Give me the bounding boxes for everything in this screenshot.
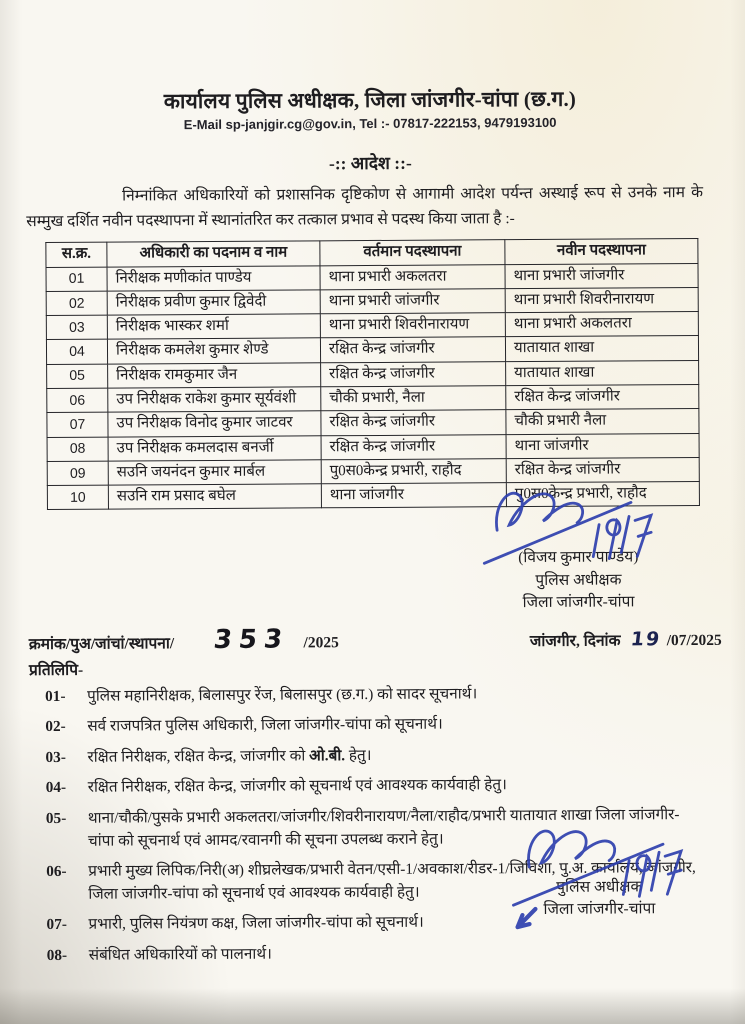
cell-name: उप निरीक्षक राकेश कुमार सूर्यवंशी xyxy=(108,387,321,413)
cell-name: निरीक्षक भास्कर शर्मा xyxy=(107,314,320,340)
copy-item-text-pre: संबंधित अधिकारियों को पालनार्थ। xyxy=(88,945,272,964)
cell-sno: 02 xyxy=(46,291,107,316)
handwritten-day: 19 xyxy=(629,628,663,651)
copy-item-text xyxy=(88,804,699,854)
cell-name: निरीक्षक मणीकांत पाण्डेय xyxy=(107,265,320,291)
copy-item-text xyxy=(89,941,700,968)
copy-item-text-pre: रक्षित निरीक्षक, रक्षित केन्द्र, जांजगीर को xyxy=(87,747,310,766)
copy-item xyxy=(45,682,698,709)
copy-item-number: 02- xyxy=(45,718,66,736)
copy-item xyxy=(47,941,700,968)
cell-new: रक्षित केन्द्र जांजगीर xyxy=(506,385,699,410)
cell-new: यातायात शाखा xyxy=(506,360,699,385)
copy-item-text xyxy=(87,712,698,739)
order-intro-paragraph: निम्नांकित अधिकारियों को प्रशासनिक दृष्टिकोण से आगामी आदेश पर्यन्त अस्थाई रूप से उनके नाम के सम्मुख दर्शित नवीन पदस्थापना में स्थानांतरित कर तत्काल प्रभाव से पदस्थ किया जाता है :- xyxy=(26,183,704,231)
copy-item xyxy=(45,712,698,739)
signatory-district: जिला जांजगीर-चांपा xyxy=(543,900,656,919)
date-rest: /07/2025 xyxy=(666,631,722,650)
copy-item-text xyxy=(87,743,698,770)
letterhead xyxy=(0,84,743,134)
col-header-new: नवीन पदस्थापना xyxy=(505,239,698,264)
signatory-district: जिला जांजगीर-चांपा xyxy=(522,593,635,612)
copy-item-text-pre: थाना/चौकी/पुसके प्रभारी अकलतरा/जांजगीर/शिवरीनारायण/नैला/राहौद/प्रभारी यातायात शाखा जिला जांजगीर-चांपा को सूचनार्थ एवं आमद/रवानगी की सूचना उपलब्ध कराने हेतु। xyxy=(87,805,680,850)
copy-item-number: 01- xyxy=(45,687,66,705)
cell-new: यातायात शाखा xyxy=(505,336,698,361)
copy-item-number: 05- xyxy=(45,809,67,827)
copy-item-number: 08- xyxy=(46,946,68,964)
copy-item xyxy=(46,773,699,800)
copy-item-text-pre: प्रभारी, पुलिस नियंत्रण कक्ष, जिला जांजगीर-चांपा को सूचनार्थ। xyxy=(88,914,424,934)
cell-sno: 04 xyxy=(46,340,107,365)
copy-item-number: 03- xyxy=(45,748,66,766)
cell-sno: 06 xyxy=(47,388,108,413)
office-title: कार्यालय पुलिस अधीक्षक, जिला जांजगीर-चांपा (छ.ग.) xyxy=(163,86,577,114)
cell-sno: 10 xyxy=(47,485,108,510)
cell-name: सउनि राम प्रसाद बघेल xyxy=(108,484,321,510)
copy-item xyxy=(45,743,698,770)
cell-sno: 09 xyxy=(47,461,108,486)
copy-item-number: 07- xyxy=(46,916,67,934)
cell-current: थाना प्रभारी जांजगीर xyxy=(320,288,505,313)
signature-block-bottom xyxy=(489,876,709,922)
cell-name: निरीक्षक प्रवीण कुमार द्विवेदी xyxy=(107,290,320,316)
office-contact-line: E-Mail sp-janjgir.cg@gov.in, Tel :- 07817-222153, 9479193100 xyxy=(183,114,557,133)
copy-item-number: 06- xyxy=(46,862,67,881)
copy-distribution-list xyxy=(45,682,700,968)
place-date-label: जांजगीर, दिनांक xyxy=(529,632,621,650)
handwritten-ref-number: 353 xyxy=(212,624,292,655)
copy-item-text-pre: पुलिस महानिरीक्षक, बिलासपुर रेंज, बिलासपुर (छ.ग.) को सादर सूचनार्थ। xyxy=(87,685,478,705)
cell-new: पु0स0केन्द्र प्रभारी, राहौद xyxy=(506,482,699,507)
cell-current: चौकी प्रभारी, नैला xyxy=(321,386,506,411)
col-header-name: अधिकारी का पदनाम व नाम xyxy=(107,241,320,267)
cell-current: पु0स0केन्द्र प्रभारी, राहौद xyxy=(321,459,506,484)
copy-item-text-pre: प्रभारी मुख्य लिपिक/निरी(अ) शीघ्रलेखक/प्रभारी वेतन/एसी-1/अवकाश/रीडर-1/जिविशा, पु.अ. कार्यालय, जांजगीर, जिला जांजगीर-चांपा को सूचनार्थ एवं आवश्यक कार्यवाही हेतु। xyxy=(88,859,696,903)
signature-block-top xyxy=(463,547,693,616)
cell-sno: 07 xyxy=(47,412,108,437)
copy-to-label: प्रतिलिपि- xyxy=(28,661,84,679)
cell-current: थाना जांजगीर xyxy=(321,483,506,508)
reference-number-line xyxy=(29,622,722,656)
order-heading: -:: आदेश ::- xyxy=(328,152,412,174)
copy-item-text-pre: सर्व राजपत्रित पुलिस अधिकारी, जिला जांजगीर-चांपा को सूचनार्थ। xyxy=(87,715,443,736)
cell-new: चौकी प्रभारी नैला xyxy=(506,409,699,434)
cell-name: निरीक्षक रामकुमार जैन xyxy=(108,363,321,389)
cell-sno: 03 xyxy=(46,315,107,340)
cell-current: रक्षित केन्द्र जांजगीर xyxy=(321,434,506,459)
cell-name: सउनि जयनंदन कुमार मार्बल xyxy=(108,460,321,486)
cell-current: रक्षित केन्द्र जांजगीर xyxy=(321,410,506,435)
cell-name: निरीक्षक कमलेश कुमार शेण्डे xyxy=(107,338,320,364)
cell-sno: 05 xyxy=(47,364,108,389)
copy-item-text-pre: रक्षित निरीक्षक, रक्षित केन्द्र, जांजगीर को सूचनार्थ एवं आवश्यक कार्यवाही हेतु। xyxy=(87,776,507,796)
cell-sno: 08 xyxy=(47,437,108,462)
cell-current: रक्षित केन्द्र जांजगीर xyxy=(321,361,506,386)
place-and-date xyxy=(530,628,722,651)
table-row xyxy=(47,482,699,510)
cell-current: थाना प्रभारी अकलतरा xyxy=(320,264,505,289)
cell-current: थाना प्रभारी शिवरीनारायण xyxy=(320,313,505,338)
copy-item-text xyxy=(88,773,699,800)
ref-prefix: क्रमांक/पुअ/जांचां/स्थापना/ xyxy=(28,635,175,653)
signatory-title: पुलिस अधीक्षक xyxy=(535,571,622,589)
signatory-name: (विजय कुमार पाण्डेय) xyxy=(518,548,639,567)
cell-new: थाना प्रभारी जांजगीर xyxy=(505,263,698,288)
copy-item-text-post: हेतु। xyxy=(345,746,372,764)
signatory-title: पुलिस अधीक्षक xyxy=(556,878,643,896)
cell-current: रक्षित केन्द्र जांजगीर xyxy=(320,337,505,362)
cell-name: उप निरीक्षक विनोद कुमार जाटवर xyxy=(108,411,321,437)
cell-name: उप निरीक्षक कमलदास बनर्जी xyxy=(108,435,321,461)
ref-year: /2025 xyxy=(303,634,339,652)
copy-item-text xyxy=(87,682,698,709)
cell-new: थाना प्रभारी शिवरीनारायण xyxy=(505,287,698,312)
copy-item-text-bold: ओ.बी. xyxy=(309,746,346,765)
copy-item-number: 04- xyxy=(45,779,67,797)
transfer-table xyxy=(45,238,700,510)
cell-sno: 01 xyxy=(46,267,107,292)
cell-new: थाना प्रभारी अकलतरा xyxy=(505,312,698,337)
cell-new: थाना जांजगीर xyxy=(506,433,699,458)
copy-item xyxy=(46,804,699,854)
col-header-current: वर्तमान पदस्थापना xyxy=(320,240,505,265)
cell-new: रक्षित केन्द्र जांजगीर xyxy=(506,457,699,482)
col-header-sno: स.क्र. xyxy=(46,242,107,267)
